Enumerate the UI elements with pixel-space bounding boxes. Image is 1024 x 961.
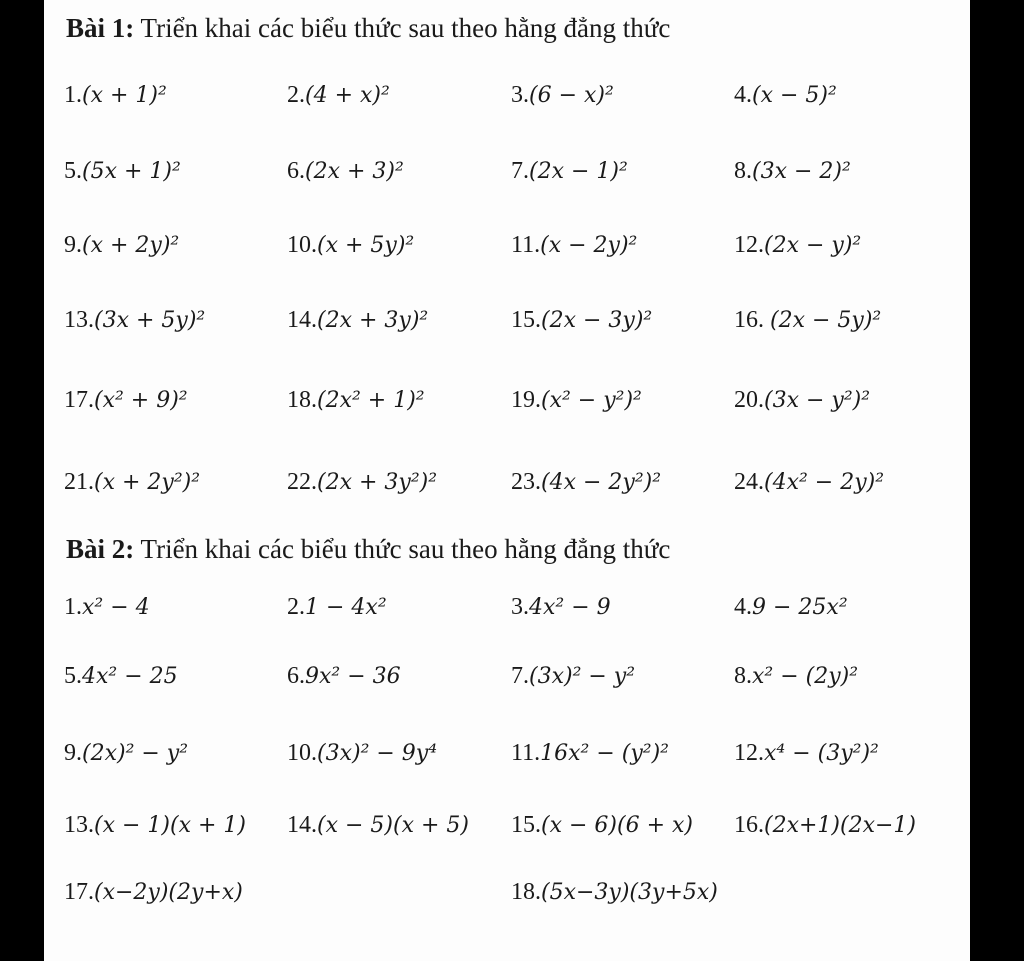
problem-1-7: 7.(2x − 1)² <box>511 158 628 184</box>
exercise-1-instruction: Triển khai các biểu thức sau theo hằng đẳng thức <box>134 13 671 43</box>
problem-1-19: 19.(x² − y²)² <box>511 387 642 413</box>
exercise-1-heading <box>66 13 670 43</box>
problem-2-5: 5.4x² − 25 <box>64 663 178 689</box>
problem-2-7: 7.(3x)² − y² <box>511 663 636 689</box>
exercise-1-row-3 <box>44 223 970 267</box>
problem-1-2: 2.(4 + x)² <box>287 82 390 108</box>
problem-1-16: 16. (2x − 5y)² <box>734 307 882 333</box>
problem-2-17: 17.(x−2y)(2y+x) <box>64 879 243 905</box>
problem-1-1: 1.(x + 1)² <box>64 82 167 108</box>
problem-1-21: 21.(x + 2y²)² <box>64 469 201 495</box>
exercise-2-row-5 <box>44 870 970 914</box>
problem-1-8: 8.(3x − 2)² <box>734 158 851 184</box>
problem-1-4: 4.(x − 5)² <box>734 82 837 108</box>
problem-1-5: 5.(5x + 1)² <box>64 158 181 184</box>
problem-1-24: 24.(4x² − 2y)² <box>734 469 885 495</box>
problem-1-23: 23.(4x − 2y²)² <box>511 469 662 495</box>
problem-1-17: 17.(x² + 9)² <box>64 387 188 413</box>
problem-2-4: 4.9 − 25x² <box>734 594 848 620</box>
problem-2-8: 8.x² − (2y)² <box>734 663 859 689</box>
problem-1-22: 22.(2x + 3y²)² <box>287 469 438 495</box>
exercise-1-label: Bài 1: <box>66 13 135 43</box>
problem-2-6: 6.9x² − 36 <box>287 663 401 689</box>
problem-2-11: 11.16x² − (y²)² <box>511 740 669 766</box>
exercise-2-row-2 <box>44 654 970 698</box>
problem-1-15: 15.(2x − 3y)² <box>511 307 653 333</box>
problem-2-16: 16.(2x+1)(2x−1) <box>734 812 917 838</box>
problem-1-20: 20.(3x − y²)² <box>734 387 871 413</box>
problem-2-1: 1.x² − 4 <box>64 594 150 620</box>
exercise-2-row-4 <box>44 803 970 847</box>
exercise-1-row-1 <box>44 73 970 117</box>
problem-1-10: 10.(x + 5y)² <box>287 232 415 258</box>
exercise-2-heading <box>66 534 670 564</box>
exercise-1-row-4 <box>44 298 970 342</box>
exercise-2-row-3 <box>44 731 970 775</box>
problem-1-13: 13.(3x + 5y)² <box>64 307 206 333</box>
exercise-1-row-2 <box>44 149 970 193</box>
exercise-2-row-1 <box>44 585 970 629</box>
problem-2-3: 3.4x² − 9 <box>511 594 611 620</box>
problem-2-14: 14.(x − 5)(x + 5) <box>287 812 469 838</box>
problem-2-9: 9.(2x)² − y² <box>64 740 189 766</box>
problem-2-12: 12.x⁴ − (3y²)² <box>734 740 879 766</box>
worksheet-page <box>44 0 970 961</box>
problem-1-9: 9.(x + 2y)² <box>64 232 180 258</box>
exercise-2-label: Bài 2: <box>66 534 135 564</box>
problem-2-2: 2.1 − 4x² <box>287 594 387 620</box>
problem-1-11: 11.(x − 2y)² <box>511 232 638 258</box>
problem-2-10: 10.(3x)² − 9y⁴ <box>287 740 438 766</box>
problem-2-13: 13.(x − 1)(x + 1) <box>64 812 246 838</box>
problem-2-15: 15.(x − 6)(6 + x) <box>511 812 693 838</box>
exercise-2-instruction: Triển khai các biểu thức sau theo hằng đẳng thức <box>134 534 671 564</box>
problem-1-6: 6.(2x + 3)² <box>287 158 404 184</box>
problem-1-3: 3.(6 − x)² <box>511 82 614 108</box>
problem-1-12: 12.(2x − y)² <box>734 232 862 258</box>
exercise-1-row-6 <box>44 460 970 504</box>
problem-1-14: 14.(2x + 3y)² <box>287 307 429 333</box>
problem-1-18: 18.(2x² + 1)² <box>287 387 425 413</box>
problem-2-18: 18.(5x−3y)(3y+5x) <box>511 879 718 905</box>
exercise-1-row-5 <box>44 378 970 422</box>
